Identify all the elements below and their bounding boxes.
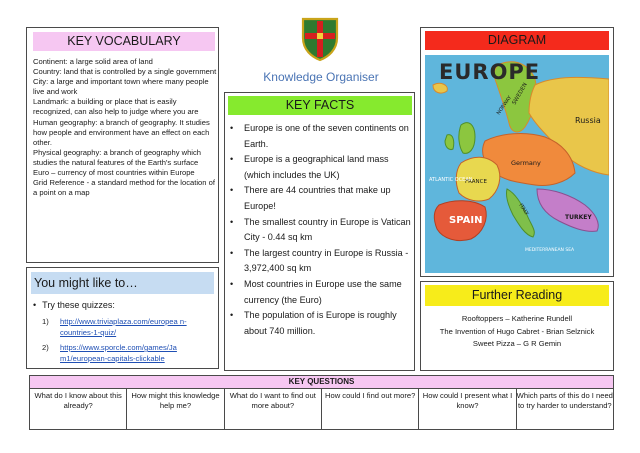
bullet-icon: • xyxy=(230,154,234,165)
vocab-entry-physical-geography: Physical geography: a branch of geography which studies the natural features of the Earth's surface xyxy=(33,147,202,167)
bullet-icon: • xyxy=(230,310,234,321)
quiz-number: 1) xyxy=(42,317,49,326)
diagram-heading: DIAGRAM xyxy=(425,31,609,50)
book-hugo-cabret: The Invention of Hugo Cabret - Brian Selznick xyxy=(439,327,595,336)
question-cell: What do I know about this already? xyxy=(30,388,127,429)
map-label-spain: SPAIN xyxy=(449,215,483,226)
question-cell: Which parts of this do I need to try harder to understand? xyxy=(516,391,613,411)
key-facts-list xyxy=(229,121,413,339)
question-cell: What do I want to find out more about? xyxy=(225,388,322,429)
europe-map-illustration xyxy=(425,55,609,273)
quizzes-intro xyxy=(33,300,115,310)
map-label-germany: Germany xyxy=(511,159,541,167)
map-label-atlantic: ATLANTIC OCEAN xyxy=(429,177,473,183)
vocabulary-list xyxy=(33,57,217,198)
question-cell: How might this knowledge help me? xyxy=(127,388,224,429)
fact-item xyxy=(229,121,413,152)
bullet-icon: • xyxy=(230,216,234,227)
quizzes-intro-text: Try these quizzes: xyxy=(42,300,115,310)
book-sweet-pizza: Sweet Pizza – G R Gemin xyxy=(472,339,562,348)
map-label-turkey: TURKEY xyxy=(565,214,592,221)
vocab-entry-country: Country: land that is controlled by a single government xyxy=(33,67,217,77)
vocab-entry-continent: Continent: a large solid area of land xyxy=(33,57,153,66)
vocab-entry-human-geography: Human geography: a branch of geography. It studies how people and environment have an effect on each other. xyxy=(33,117,210,147)
fact-item xyxy=(229,277,413,308)
fact-text: The smallest country in Europe is Vatican City - 0.44 sq km xyxy=(244,216,411,243)
fact-text: The population of is Europe is roughly about 740 million. xyxy=(244,310,397,336)
fact-item xyxy=(229,152,413,183)
fact-text: Europe is one of the seven continents on Earth. xyxy=(244,123,409,149)
map-label-france: FRANCE xyxy=(465,179,487,185)
map-label-mediterranean: MEDITERRANEAN SEA xyxy=(525,248,575,253)
key-facts-heading: KEY FACTS xyxy=(228,96,412,115)
map-label-sweden: SWEDEN xyxy=(511,82,529,106)
quiz-link-sporcle[interactable]: https://www.sporcle.com/games/Ja m1/european-capitals-clickable xyxy=(60,343,177,363)
school-crest-logo xyxy=(300,16,340,62)
fact-item xyxy=(229,246,413,277)
bullet-icon: • xyxy=(33,300,37,310)
fact-text: Most countries in Europe use the same currency (the Euro) xyxy=(244,278,402,305)
page-title: Knowledge Organiser xyxy=(263,70,379,84)
key-questions-heading: KEY QUESTIONS xyxy=(29,375,614,389)
further-reading-heading: Further Reading xyxy=(425,285,609,306)
vocab-entry-city: City: a large and important town where many people live and work xyxy=(33,77,209,97)
key-questions-row xyxy=(29,388,614,430)
map-title: EUROPE xyxy=(439,60,541,84)
question-cell: How could I present what I know? xyxy=(419,388,516,429)
book-rooftoppers: Rooftoppers – Katherine Rundell xyxy=(461,314,573,323)
quiz-number: 2) xyxy=(42,343,49,352)
bullet-icon: • xyxy=(230,247,234,258)
fact-text: The largest country in Europe is Russia - 3,972,400 sq km xyxy=(244,247,409,274)
map-label-norway: NORWAY xyxy=(495,94,514,117)
fact-item xyxy=(229,215,413,246)
vocab-entry-euro: Euro – currency of most countries within Europe xyxy=(33,168,195,178)
you-might-like-heading: You might like to… xyxy=(31,272,214,294)
vocab-entry-grid-reference: Grid Reference - a standard method for the location of a point on a map xyxy=(33,178,215,198)
map-label-russia: Russia xyxy=(575,116,601,125)
quiz-link-trivia-plaza[interactable]: http://www.triviaplaza.com/europea n-countries-1-quiz/ xyxy=(60,317,187,337)
vocab-entry-landmark: Landmark: a building or place that is easily recognized, can also help to judge where you are xyxy=(33,97,199,117)
fact-text: Europe is a geographical land mass (which includes the UK) xyxy=(244,154,389,180)
bullet-icon: • xyxy=(230,123,234,133)
bullet-icon: • xyxy=(230,185,234,196)
key-vocabulary-heading: KEY VOCABULARY xyxy=(33,32,215,51)
question-cell: How could I find out more? xyxy=(322,388,419,429)
map-label-italy: ITALY xyxy=(517,202,530,217)
fact-text: There are 44 countries that make up Europe! xyxy=(244,185,391,211)
fact-item xyxy=(229,183,413,214)
bullet-icon: • xyxy=(230,278,234,289)
fact-item xyxy=(229,308,413,339)
